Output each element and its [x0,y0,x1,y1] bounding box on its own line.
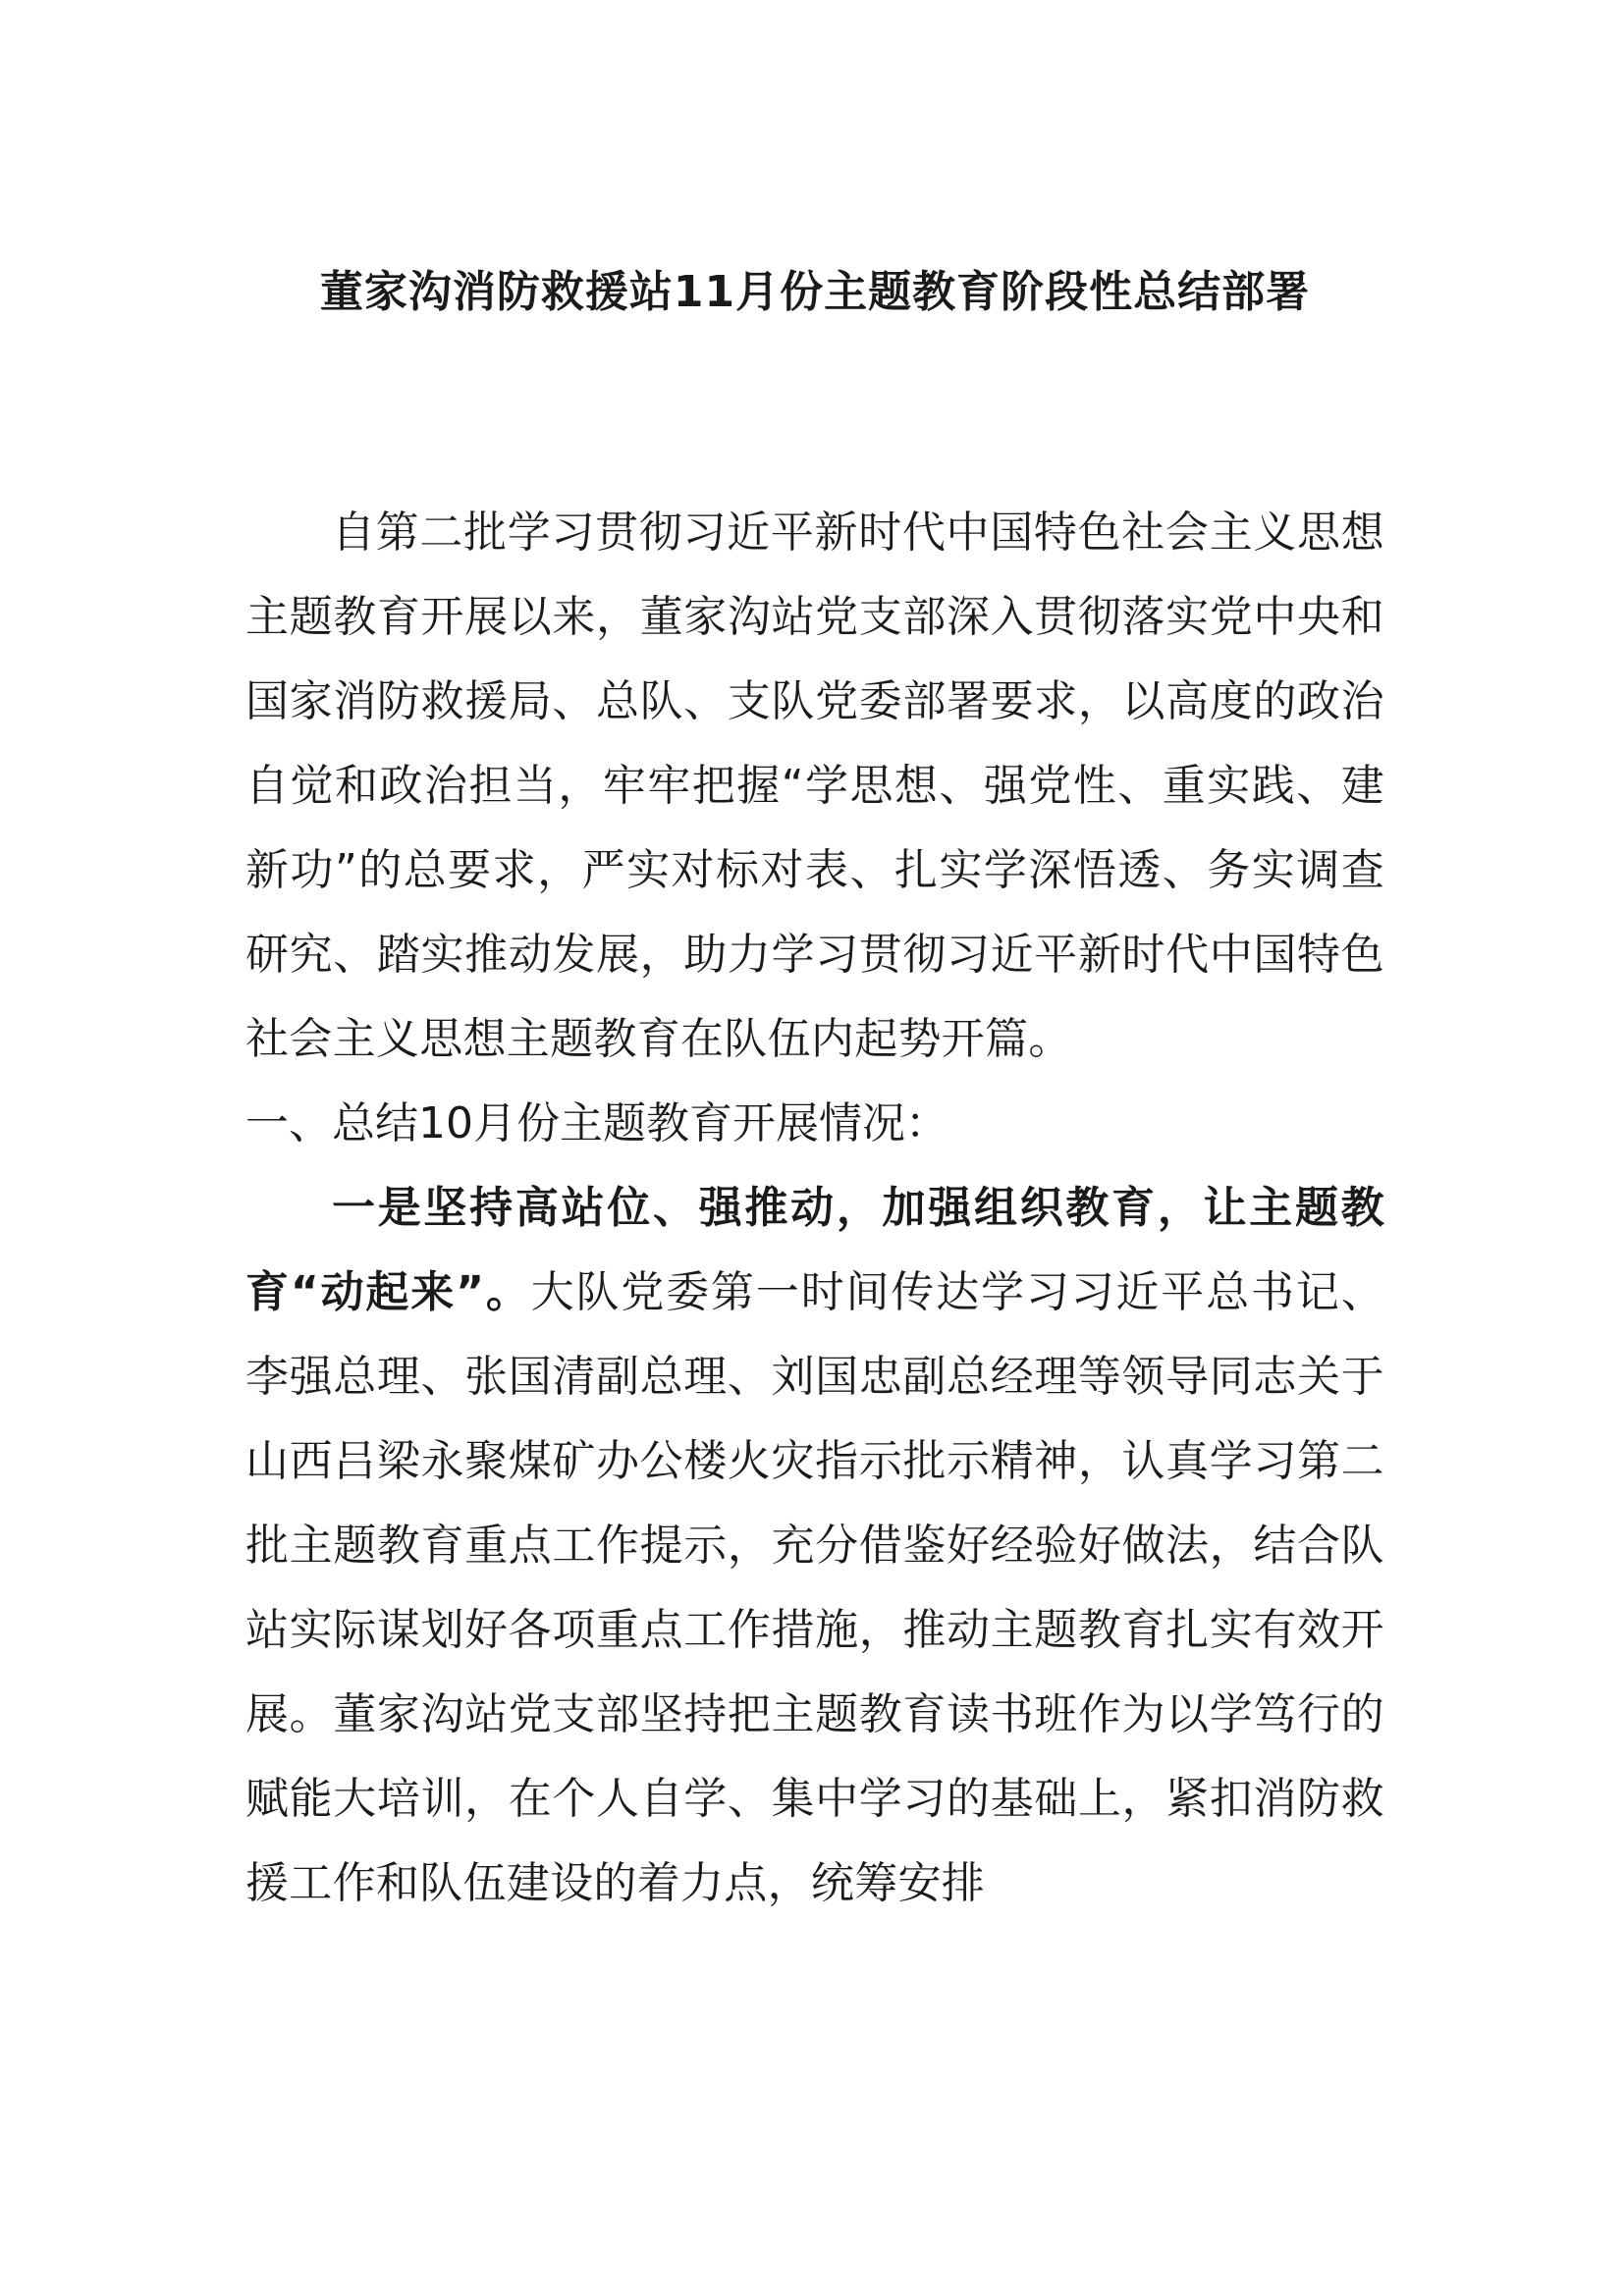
document-title: 董家沟消防救援站11月份主题教育阶段性总结部署 [319,267,1311,317]
point-one-lead: 一是坚持高站位、强推动，加强组织教育，让主题教育“动起来”。 [245,1183,1384,1317]
section-heading: 一、总结10月份主题教育开展情况： [245,1098,948,1148]
point-one-paragraph [245,1166,1384,1926]
document-body [245,491,1384,1926]
point-one-text: 大队党委第一时间传达学习习近平总书记、李强总理、张国清副总理、刘国忠副总经理等领导同志关于山西吕梁永聚煤矿办公楼火灾指示批示精神，认真学习第二批主题教育重点工作提示，充分借鉴好经验好做法，结合队站实际谋划好各项重点工作措施，推动主题教育扎实有效开展。董家沟站党支部坚持把主题教育读书班作为以学笃行的赋能大培训，在个人自学、集中学习的基础上，紧扣消防救援工作和队伍建设的着力点，统筹安排 [245,1267,1385,1908]
intro-paragraph: 自第二批学习贯彻习近平新时代中国特色社会主义思想主题教育开展以来，董家沟站党支部深入贯彻落实党中央和国家消防救援局、总队、支队党委部署要求，以高度的政治自觉和政治担当，牢牢把握“学思想、强党性、重实践、建新功”的总要求，严实对标对表、扎实学深悟透、务实调查研究、踏实推动发展，助力学习贯彻习近平新时代中国特色社会主义思想主题教育在队伍内起势开篇。 [245,507,1384,1064]
